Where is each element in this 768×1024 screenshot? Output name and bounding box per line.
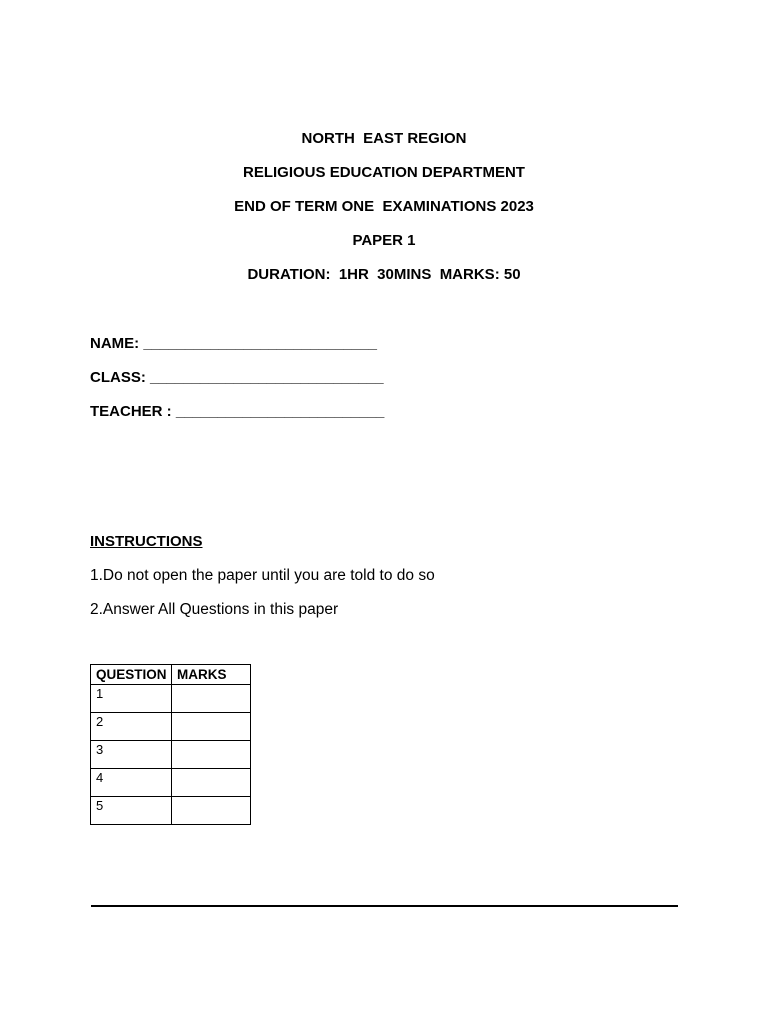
question-column-header: QUESTION: [91, 665, 172, 685]
paper-title: PAPER 1: [352, 232, 416, 249]
table-row: [91, 741, 251, 769]
instructions-heading: INSTRUCTIONS: [90, 533, 203, 550]
footer-divider: [91, 905, 678, 907]
duration-marks-line: DURATION: 1HR 30MINS MARKS: 50: [247, 266, 521, 283]
marks-cell: [172, 685, 251, 713]
question-number-cell: 5: [91, 797, 172, 825]
name-field: NAME: ____________________________: [90, 335, 377, 352]
instruction-item-2: 2.Answer All Questions in this paper: [90, 601, 339, 618]
table-row: [91, 685, 251, 713]
marks-cell: [172, 713, 251, 741]
question-number-cell: 2: [91, 713, 172, 741]
marks-table: [90, 664, 251, 825]
class-field: CLASS: ____________________________: [90, 369, 384, 386]
question-number-cell: 1: [91, 685, 172, 713]
question-number-cell: 3: [91, 741, 172, 769]
instruction-item-1: 1.Do not open the paper until you are told to do so: [90, 567, 435, 584]
marks-cell: [172, 797, 251, 825]
region-title: NORTH EAST REGION: [301, 130, 467, 147]
marks-table-header-row: [91, 665, 251, 685]
exam-title: END OF TERM ONE EXAMINATIONS 2023: [234, 198, 534, 215]
marks-cell: [172, 741, 251, 769]
table-row: [91, 769, 251, 797]
department-title: RELIGIOUS EDUCATION DEPARTMENT: [243, 164, 525, 181]
table-row: [91, 797, 251, 825]
teacher-field: TEACHER : _________________________: [90, 403, 385, 420]
question-number-cell: 4: [91, 769, 172, 797]
marks-cell: [172, 769, 251, 797]
table-row: [91, 713, 251, 741]
marks-column-header: MARKS: [172, 665, 251, 685]
